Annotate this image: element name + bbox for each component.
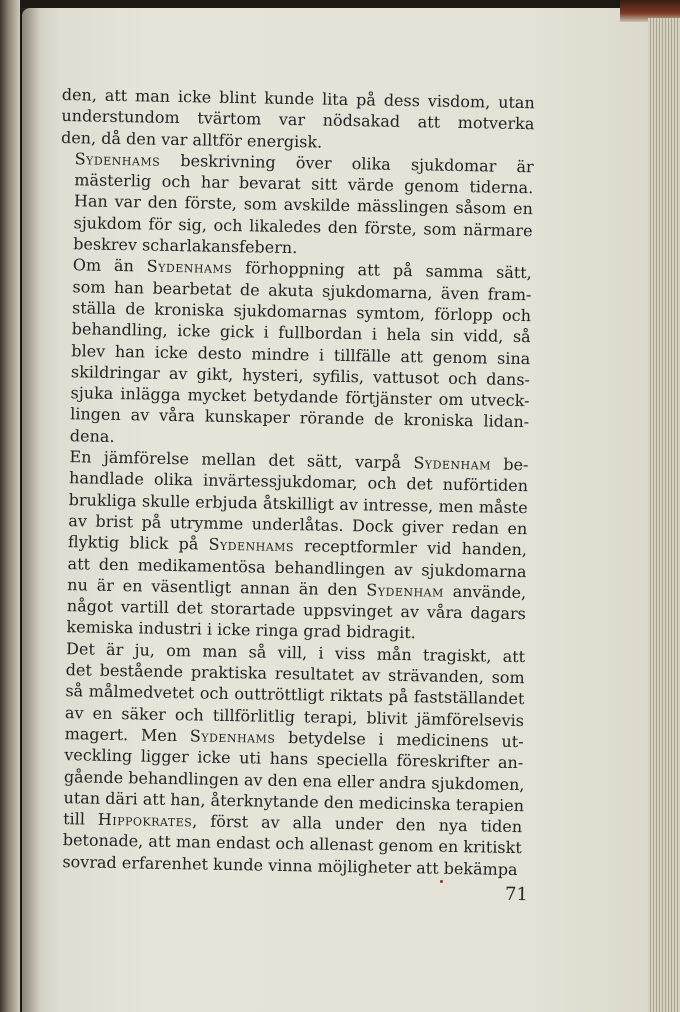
text-line: nu är en väsentligt annan än den Sydenham använde, bbox=[67, 574, 527, 603]
paper-speck bbox=[440, 880, 443, 883]
adjacent-page-edge bbox=[0, 0, 20, 1012]
text-line: kemiska industri i icke ringa grad bidragit. bbox=[66, 617, 416, 643]
paragraph bbox=[61, 84, 535, 156]
text-line: Det är ju, om man så vill, i viss mån tragiskt, att bbox=[65, 638, 526, 666]
text-line: till Hippokrates, först av alla under den nya tiden bbox=[63, 809, 523, 837]
text-line: Han var den förste, som avskilde mässlingen såsom en bbox=[73, 191, 534, 219]
text-line: sjukdom för sig, och likaledes den förste, som närmare bbox=[73, 213, 533, 241]
text-line: betonade, att man endast och allenast genom en kritiskt bbox=[62, 830, 522, 858]
text-line: Om än Sydenhams förhoppning att på samma sätt, bbox=[72, 255, 532, 283]
paragraph bbox=[48, 638, 525, 880]
small-caps-name: Sydenhams bbox=[146, 256, 233, 278]
text-line: magert. Men Sydenhams betydelse i medicinens ut- bbox=[64, 724, 524, 752]
text-line: att den medikamentösa behandlingen av sjukdomarna bbox=[67, 553, 527, 581]
small-caps-name: Sydenham bbox=[366, 580, 445, 601]
small-caps-name: Sydenham bbox=[413, 453, 492, 474]
text-line: En jämförelse mellan det sätt, varpå Sydenham be- bbox=[69, 447, 529, 475]
text-line: utan däri att han, återknytande den medicinska terapien bbox=[63, 787, 525, 815]
text-line: blev han icke desto mindre i tillfälle att genom sina bbox=[71, 340, 531, 368]
text-line: dena. bbox=[69, 425, 115, 446]
text-line: av brist på utrymme underlåtas. Dock giver redan en bbox=[68, 511, 528, 539]
paragraph bbox=[52, 446, 528, 646]
text-line: det bestående praktiska resultatet av strävanden, som bbox=[65, 660, 525, 688]
text-line: skildringar av gikt, hysteri, syfilis, vattusot och dans- bbox=[70, 362, 531, 390]
paragraph bbox=[56, 254, 532, 454]
paragraph bbox=[59, 148, 534, 263]
small-caps-name: Sydenhams bbox=[208, 534, 295, 556]
small-caps-name: Hippokrates bbox=[97, 809, 193, 831]
text-line: mästerlig och har bevarat sitt värde genom tiderna. bbox=[74, 170, 534, 198]
body-text bbox=[48, 84, 535, 880]
text-line: understundom tvärtom var nödsakad att motverka bbox=[61, 106, 535, 134]
text-line: lingen av våra kunskaper rörande de kroniska lidan- bbox=[70, 404, 530, 432]
text-line: beskrev scharlakansfebern. bbox=[73, 234, 298, 258]
page-gutter-shadow bbox=[22, 8, 40, 1012]
page-block-edges bbox=[648, 18, 680, 1012]
text-line: den, då den var alltför energisk. bbox=[60, 127, 323, 152]
text-line: veckling ligger icke uti hans speciella föreskrifter an- bbox=[64, 745, 524, 773]
text-line: sjuka inlägga mycket betydande förtjänster om utveck- bbox=[70, 383, 530, 411]
text-line: sovrad erfarenhet kunde vinna möjligheter att bekämpa bbox=[62, 851, 518, 879]
text-line: brukliga skulle erbjuda åtskilligt av intresse, men måste bbox=[68, 489, 528, 517]
text-line: flyktig blick på Sydenhams receptformler vid handen, bbox=[67, 532, 528, 560]
small-caps-name: Sydenhams bbox=[74, 149, 161, 170]
text-line: ställa de kroniska sjukdomarnas symtom, förlopp och bbox=[71, 298, 532, 326]
text-line: något vartill det storartade uppsvinget av våra dagars bbox=[66, 596, 526, 624]
small-caps-name: Sydenhams bbox=[189, 726, 276, 747]
text-line: av en säker och tillförlitlig terapi, blivit jämförelsevis bbox=[64, 702, 525, 730]
text-line: som han bearbetat de akuta sjukdomarna, även fram- bbox=[72, 276, 532, 304]
text-line: behandling, icke gick i fullbordan i hela sin vidd, så bbox=[71, 319, 531, 347]
text-line: den, att man icke blint kunde lita på dess visdom, utan bbox=[61, 84, 535, 113]
text-line: gående behandlingen av den ena eller andra sjukdomen, bbox=[63, 766, 525, 794]
page-number: 71 bbox=[504, 883, 529, 906]
text-line: Sydenhams beskrivning över olika sjukdomar är bbox=[74, 149, 534, 177]
text-line: så målmedvetet och outtröttligt riktats på fastställandet bbox=[65, 681, 525, 709]
text-line: handlade olika invärtessjukdomar, och det nuförtiden bbox=[68, 468, 529, 496]
